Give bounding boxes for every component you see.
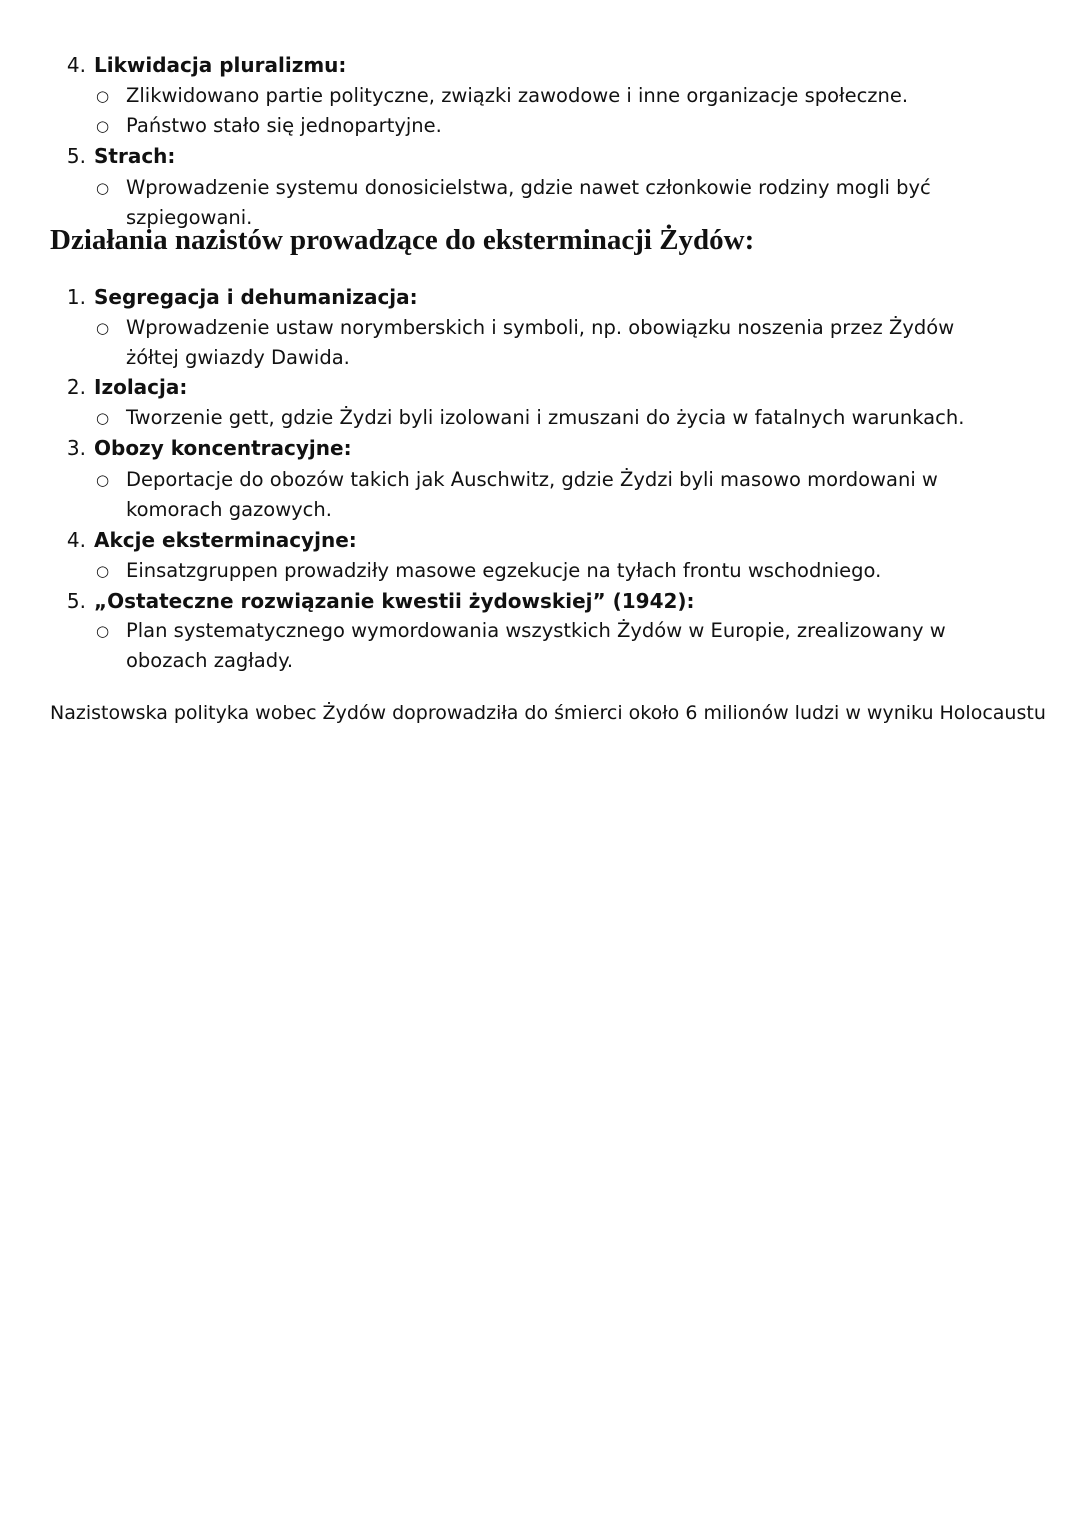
bullet-text: Państwo stało się jednopartyjne. [126,114,442,137]
bullet-icon: ○ [96,87,110,105]
bullet-text: Einsatzgruppen prowadziły masowe egzekucje na tyłach frontu wschodniego. [126,559,882,582]
bullet-text: Wprowadzenie systemu donosicielstwa, gdzie nawet członkowie rodziny mogli być szpiegowani. [126,176,931,229]
item-heading: Likwidacja pluralizmu: [94,53,347,77]
item-number: 2. [66,375,86,399]
item-heading: „Ostateczne rozwiązanie kwestii żydowskiej” (1942): [94,589,695,613]
item-number: 5. [66,589,86,613]
item-heading: Izolacja: [94,375,188,399]
item-number: 4. [66,528,86,552]
section-title: Działania nazistów prowadzące do eksterminacji Żydów: [50,224,755,256]
summary-text: Nazistowska polityka wobec Żydów doprowadziła do śmierci około 6 milionów ludzi w wyniku Holocaustu [50,702,1046,724]
item-heading: Akcje eksterminacyjne: [94,528,357,552]
item-number: 3. [66,436,86,460]
bullet-icon: ○ [96,179,110,197]
item-number: 1. [66,285,86,309]
bullet-icon: ○ [96,319,110,337]
bullet-icon: ○ [96,622,110,640]
item-heading: Strach: [94,144,176,168]
bullet-icon: ○ [96,471,110,489]
bullet-text: Plan systematycznego wymordowania wszystkich Żydów w Europie, zrealizowany w obozach zagłady. [126,619,946,672]
bullet-text: Tworzenie gett, gdzie Żydzi byli izolowani i zmuszani do życia w fatalnych warunkach. [126,406,965,429]
item-number: 4. [66,53,86,77]
item-number: 5. [66,144,86,168]
bullet-icon: ○ [96,562,110,580]
bullet-text: Wprowadzenie ustaw norymberskich i symboli, np. obowiązku noszenia przez Żydów żółtej gwiazdy Dawida. [126,316,955,369]
bullet-text: Deportacje do obozów takich jak Auschwitz, gdzie Żydzi byli masowo mordowani w komorach gazowych. [126,468,938,521]
item-heading: Segregacja i dehumanizacja: [94,285,418,309]
bullet-icon: ○ [96,409,110,427]
item-heading: Obozy koncentracyjne: [94,436,352,460]
bullet-text: Zlikwidowano partie polityczne, związki zawodowe i inne organizacje społeczne. [126,84,909,107]
bullet-icon: ○ [96,117,110,135]
